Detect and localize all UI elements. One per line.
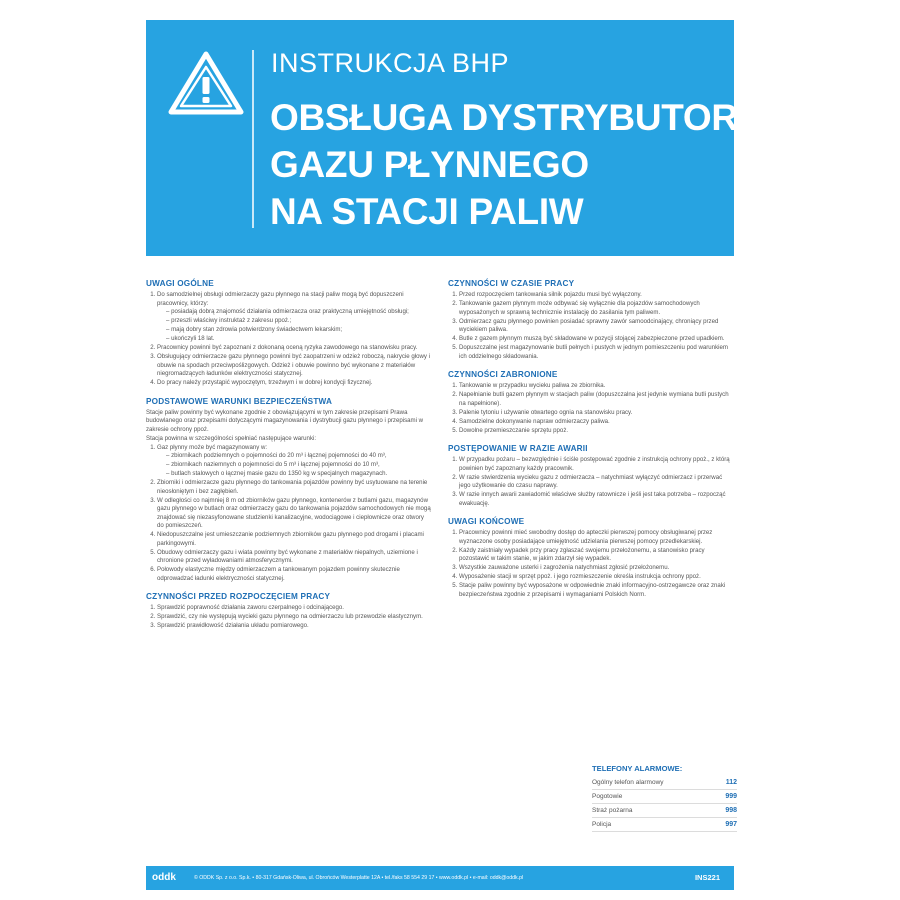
sub-list-item: – zbiornikach podziemnych o pojemności do 20 m³ i łącznej pojemności do 40 m³, bbox=[166, 452, 432, 461]
list-item: 4. Wyposażenie stacji w sprzęt ppoż. i jego rozmieszczenie określa instrukcja ochrony ppoż. bbox=[459, 573, 734, 582]
section-heading: UWAGI OGÓLNE bbox=[146, 279, 214, 288]
list-item: 5. Dowolne przemieszczanie sprzętu ppoż. bbox=[459, 427, 734, 436]
list-item: 4. Samodzielne dokonywanie napraw odmierzaczy paliwa. bbox=[459, 418, 734, 427]
sub-list-item: – butlach stalowych o łącznej masie gazu do 1350 kg w specjalnych magazynach. bbox=[166, 470, 432, 479]
footer-bar bbox=[146, 866, 734, 890]
list-item: 2. Tankowanie gazem płynnym może odbywać się wyłącznie dla pojazdów samochodowych wyposażonych w sprawną technicznie instalację do zasilania tym paliwem. bbox=[459, 300, 734, 317]
list-item: 1. Przed rozpoczęciem tankowania silnik pojazdu musi być wyłączony. bbox=[459, 291, 734, 300]
list-item: 4. Butle z gazem płynnym muszą być składowane w pozycji stojącej zabezpieczone przed upadkiem. bbox=[459, 335, 734, 344]
section-heading: PODSTAWOWE WARUNKI BEZPIECZEŃSTWA bbox=[146, 396, 333, 406]
list-item: 4. Niedopuszczalne jest umieszczanie podziemnych zbiorników gazu płynnego pod drogami i placami parkingowymi. bbox=[157, 531, 432, 548]
document-code: INS221 bbox=[694, 873, 720, 882]
header-kicker: INSTRUKCJA BHP bbox=[271, 48, 510, 78]
phone-number: 998 bbox=[725, 807, 737, 814]
section-general-remarks bbox=[146, 278, 432, 388]
list-item: 1. Sprawdzić poprawność działania zaworu czerpalnego i odcinającego. bbox=[157, 604, 432, 613]
list-item: 3. W odległości co najmniej 8 m od zbiorników gazu płynnego, kontenerów z butlami gazu, magazynów gazu płynnego w butlach oraz odmierzaczy gazu do tankowania pojazdów samochodowych nie mogą znajdować się niezasyfonowane studzienki kanalizacyjne, wodociągowe i ciepłownicze oraz otwory do pomieszczeń. bbox=[157, 497, 432, 531]
header-banner bbox=[146, 20, 801, 256]
warning-triangle-icon bbox=[168, 50, 244, 116]
list-item: 2. Sprawdzić, czy nie występują wycieki gazu płynnego na odmierzaczu lub przewodzie elastycznym. bbox=[157, 613, 432, 622]
list-item: 6. Połowody elastyczne między odmierzaczem a tankowanym pojazdem powinny skutecznie odprowadzać ładunki elektryczności statycznej. bbox=[157, 566, 432, 583]
header-divider bbox=[252, 50, 254, 228]
phone-row bbox=[592, 804, 737, 818]
list-item: 3. Odmierzacz gazu płynnego powinien posiadać sprawny zawór samoodcinający, chroniący przed wyciekiem paliwa. bbox=[459, 318, 734, 335]
paragraph: Stacja powinna w szczególności spełniać następujące warunki: bbox=[146, 434, 317, 442]
left-column bbox=[146, 278, 432, 639]
list-item: 1. W przypadku pożaru – bezwzględnie i ściśle postępować zgodnie z instrukcją ochrony ppoż., z którą powinien być zapoznany każdy pracownik. bbox=[459, 456, 734, 473]
list-item: 2. Napełnianie butli gazem płynnym w stacjach paliw (dopuszczalna jest jedynie wymiana butli pustych na napełnione). bbox=[459, 391, 734, 408]
phone-number: 997 bbox=[725, 821, 737, 828]
phone-label: Pogotowie bbox=[592, 793, 623, 800]
title-line-1: OBSŁUGA DYSTRYBUTORÓW bbox=[270, 97, 801, 138]
list-item: 3. Sprawdzić prawidłowość działania układu pomiarowego. bbox=[157, 622, 432, 631]
sub-list-item: – przeszli właściwy instruktaż z zakresu ppoż.; bbox=[166, 317, 432, 326]
emergency-phones bbox=[592, 764, 737, 832]
list-item: 1. Do samodzielnej obsługi odmierzaczy gazu płynnego na stacji paliw mogą być dopuszczeni pracownicy, którzy: – posiadają dobrą znajomość działania odmierzacza oraz praktyczną umiejętność obsługi; – przeszli właściwy instruktaż z zakresu ppoż.; – mają dobry stan zdrowia potwierdzony świadectwem lekarskim; – ukończyli 18 lat. bbox=[157, 291, 432, 344]
list-item: 5. Stacje paliw powinny być wyposażone w odpowiednie znaki informacyjno-ostrzegawcze oraz znaki bezpieczeństwa zgodnie z przepisami i wymaganiami Polskich Norm. bbox=[459, 582, 734, 599]
right-column bbox=[448, 278, 734, 607]
list-item: 1. Gaz płynny może być magazynowany w: – zbiornikach podziemnych o pojemności do 20 m³ i łącznej pojemności do 40 m³, – zbiornikach naziemnych o pojemności do 5 m³ i łącznej pojemności do 10 m³, – butlach stalowych o łącznej masie gazu do 1350 kg w specjalnych magazynach. bbox=[157, 444, 432, 479]
section-basic-safety-conditions bbox=[146, 396, 432, 584]
list-item: 5. Dopuszczalne jest magazynowanie butli pełnych i pustych w jednym pomieszczeniu pod warunkiem ich oddzielnego składowania. bbox=[459, 344, 734, 361]
list-item: 3. Palenie tytoniu i używanie otwartego ognia na stanowisku pracy. bbox=[459, 409, 734, 418]
phone-label: Policja bbox=[592, 821, 612, 828]
sub-list-item: – ukończyli 18 lat. bbox=[166, 335, 432, 344]
phone-row bbox=[592, 818, 737, 832]
list-item: 3. Obsługujący odmierzacze gazu płynnego powinni być zaopatrzeni w odzież roboczą, nakrycie głowy i obuwie na spodach przeciwpoślizgowych. Odzież i obuwie powinno być wykonane z materiałów niegromadzących ładunków elektryczności statycznej. bbox=[157, 353, 432, 379]
sub-list-item: – posiadają dobrą znajomość działania odmierzacza oraz praktyczną umiejętność obsługi; bbox=[166, 308, 432, 317]
list-item: 1. Pracownicy powinni mieć swobodny dostęp do apteczki pierwszej pomocy obsługiwanej przez wyznaczone osoby posiadające umiejętność udzielania pierwszej pomocy przedlekarskiej. bbox=[459, 529, 734, 546]
footer-contact: © ODDK Sp. z o.o. Sp.k. • 80-317 Gdańsk-Oliwa, ul. Obrońców Westerplatte 12A • tel./faks 58 554 29 17 • www.oddk.pl • e-mail: oddk@oddk.pl bbox=[194, 875, 524, 881]
section-forbidden-actions bbox=[448, 369, 734, 435]
section-heading: CZYNNOŚCI W CZASIE PRACY bbox=[448, 279, 575, 288]
phone-number: 999 bbox=[725, 793, 737, 800]
section-heading: UWAGI KOŃCOWE bbox=[448, 517, 525, 526]
title-line-3: NA STACJI PALIW bbox=[270, 191, 584, 232]
section-heading: CZYNNOŚCI ZABRONIONE bbox=[448, 370, 558, 379]
phone-label: Ogólny telefon alarmowy bbox=[592, 779, 664, 786]
page-title bbox=[270, 94, 801, 235]
list-item: 5. Obudowy odmierzaczy gazu i wiata powinny być wykonane z materiałów niepalnych, uziemione i chronione przed wyładowaniami atmosferycznymi. bbox=[157, 549, 432, 566]
list-item: 3. W razie innych awarii zawiadomić właściwe służby ratownicze i jeśli jest taka potrzeba – rozpocząć ewakuację. bbox=[459, 491, 734, 508]
section-emergency-procedure bbox=[448, 443, 734, 508]
phones-heading: TELEFONY ALARMOWE: bbox=[592, 764, 683, 773]
phone-row bbox=[592, 776, 737, 790]
section-during-work bbox=[448, 278, 734, 361]
sub-list-item: – mają dobry stan zdrowia potwierdzony świadectwem lekarskim; bbox=[166, 326, 432, 335]
list-item: 4. Do pracy należy przystąpić wypoczętym, trzeźwym i w dobrej kondycji fizycznej. bbox=[157, 379, 432, 388]
list-item: 2. Pracownicy powinni być zapoznani z dokonaną oceną ryzyka zawodowego na stanowisku pracy. bbox=[157, 344, 432, 353]
list-item: 3. Wszystkie zauważone usterki i zagrożenia natychmiast zgłosić przełożonemu. bbox=[459, 564, 734, 573]
title-line-2: GAZU PŁYNNEGO bbox=[270, 144, 589, 185]
list-item: 2. W razie stwierdzenia wycieku gazu z odmierzacza – natychmiast wyłączyć odmierzacz i przerwać jego użytkowanie do czasu naprawy. bbox=[459, 474, 734, 491]
phone-label: Straż pożarna bbox=[592, 807, 633, 814]
oddk-logo: oddk bbox=[152, 872, 176, 883]
list-item: 1. Tankowanie w przypadku wycieku paliwa ze zbiornika. bbox=[459, 382, 734, 391]
section-final-remarks bbox=[448, 516, 734, 599]
section-heading: CZYNNOŚCI PRZED ROZPOCZĘCIEM PRACY bbox=[146, 592, 331, 601]
list-item: 2. Każdy zaistniały wypadek przy pracy zgłaszać swojemu przełożonemu, a stanowisko pracy pozostawić w takim stanie, w jakim zdarzył się wypadek. bbox=[459, 547, 734, 564]
list-item: 2. Zbiorniki i odmierzacze gazu płynnego do tankowania pojazdów powinny być usytuowane na terenie nieosłoniętym i bez zagłębień. bbox=[157, 479, 432, 496]
paragraph: Stacje paliw powinny być wykonane zgodnie z obowiązującymi w tym zakresie przepisami Prawa budowlanego oraz przepisami dotyczącymi magazynowania i dystrybucji gazu płynnego i przepisami w zakresie ochrony ppoż. bbox=[146, 408, 424, 433]
instruction-sheet bbox=[146, 20, 801, 883]
section-heading: POSTĘPOWANIE W RAZIE AWARII bbox=[448, 444, 588, 453]
sub-list-item: – zbiornikach naziemnych o pojemności do 5 m³ i łącznej pojemności do 10 m³, bbox=[166, 461, 432, 470]
phone-number: 112 bbox=[725, 779, 737, 786]
phone-row bbox=[592, 790, 737, 804]
section-before-work bbox=[146, 591, 432, 631]
